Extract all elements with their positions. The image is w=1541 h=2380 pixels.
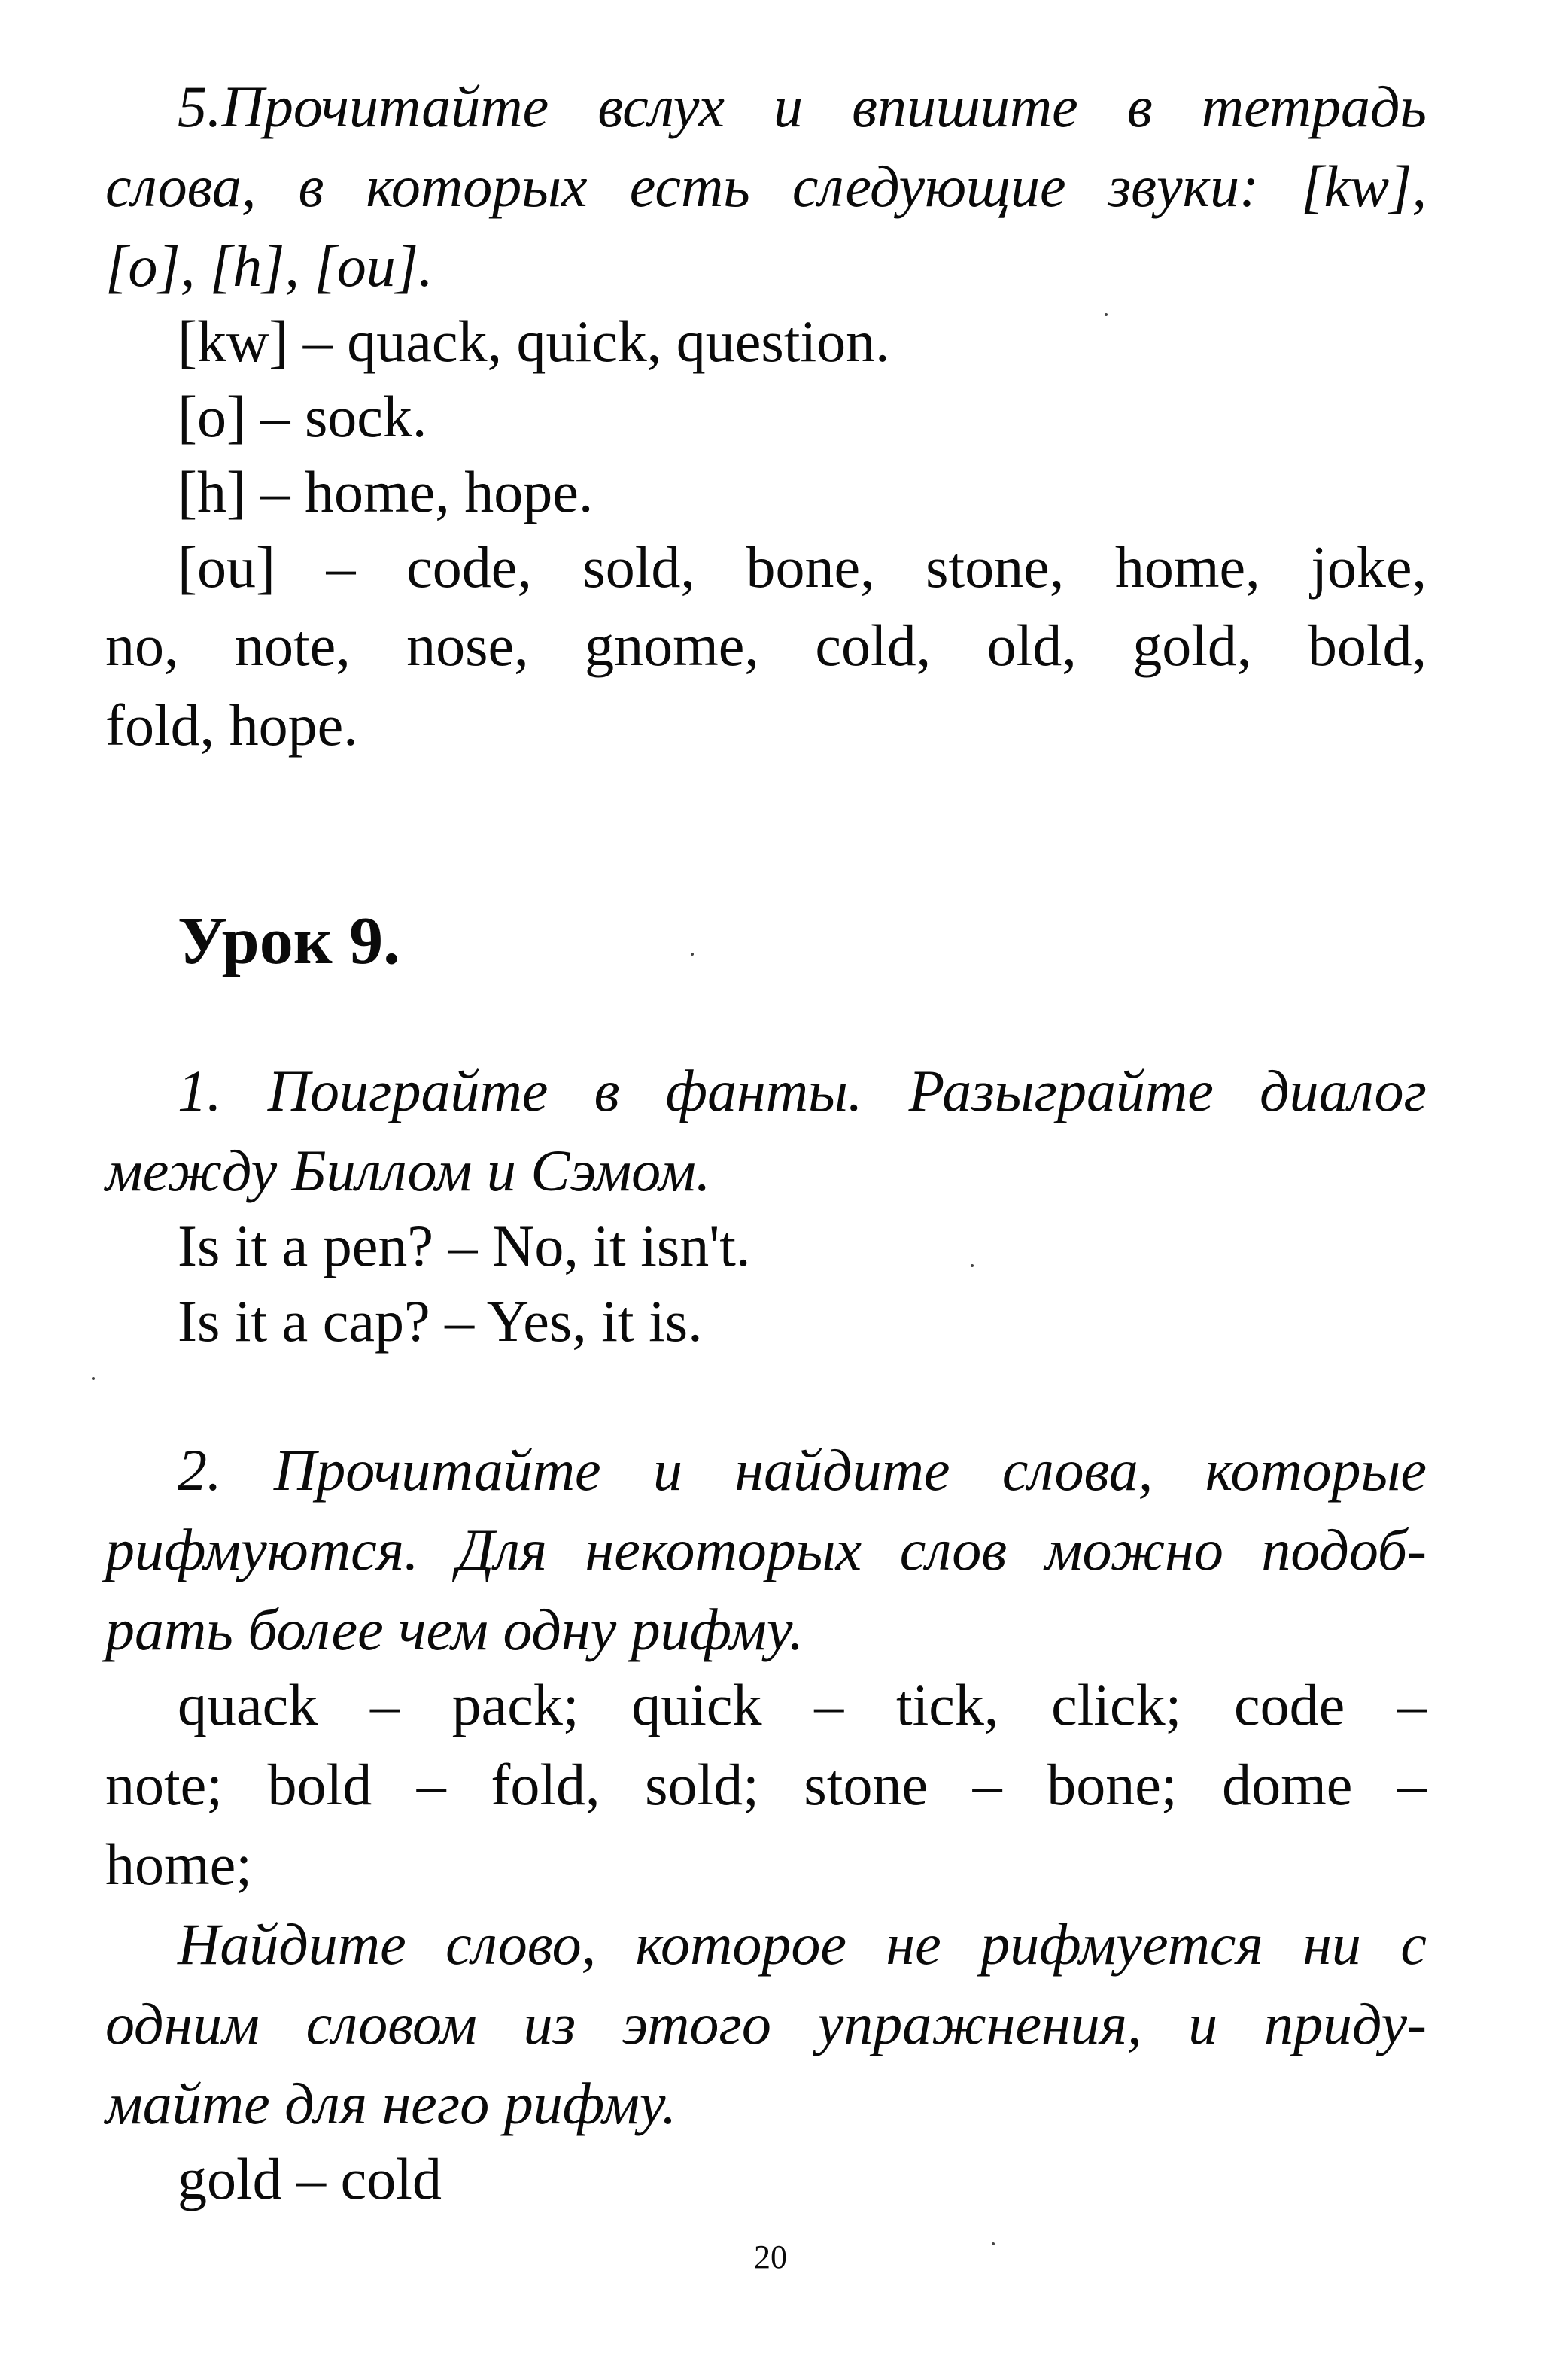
lesson-heading: Урок 9. xyxy=(178,904,400,978)
exercise-2-task-line-2: одним словом из этого упражнения, и приду- xyxy=(105,1991,1427,2056)
exercise-5-answer-ou-line-1: [ou] – code, sold, bone, stone, home, joke, xyxy=(178,534,1427,600)
exercise-5-answer-ou-line-2: no, note, nose, gnome, cold, old, gold, bold, xyxy=(105,612,1427,678)
scan-speck xyxy=(92,1377,95,1380)
exercise-2-answer-line-3: home; xyxy=(105,1831,252,1897)
exercise-2-answer-line-2: note; bold – fold, sold; stone – bone; dome – xyxy=(105,1752,1427,1817)
exercise-1-instruction-line-1: 1. Поиграйте в фанты. Разыграйте диалог xyxy=(178,1058,1427,1123)
exercise-2-instruction-line-3: рать более чем одну рифму. xyxy=(105,1597,804,1662)
exercise-2-task-line-3: майте для него рифму. xyxy=(105,2071,677,2136)
exercise-5-instruction-line-1: 5.Прочитайте вслух и впишите в тетрадь xyxy=(178,74,1427,139)
scan-speck xyxy=(691,953,694,956)
exercise-2-instruction-line-1: 2. Прочитайте и найдите слова, которые xyxy=(178,1437,1427,1503)
exercise-5-instruction-line-3: [o], [h], [ou]. xyxy=(105,233,433,299)
scan-speck xyxy=(971,1264,974,1267)
exercise-1-dialog-line-2: Is it a cap? – Yes, it is. xyxy=(178,1288,703,1354)
exercise-2-answer-line-1: quack – pack; quick – tick, click; code – xyxy=(178,1672,1427,1737)
exercise-5-answer-h: [h] – home, hope. xyxy=(178,459,594,524)
scan-speck xyxy=(992,2242,995,2245)
page-number: 20 xyxy=(754,2239,787,2275)
exercise-5-answer-o: [o] – sock. xyxy=(178,384,427,449)
exercise-5-instruction-line-2: слова, в которых есть следующие звуки: [kw], xyxy=(105,153,1427,219)
exercise-2-instruction-line-2: рифмуются. Для некоторых слов можно подоб- xyxy=(105,1517,1427,1582)
exercise-1-instruction-line-2: между Биллом и Сэмом. xyxy=(105,1138,711,1203)
exercise-5-answer-kw: [kw] – quack, quick, question. xyxy=(178,309,890,374)
exercise-2-rhyme-answer: gold – cold xyxy=(178,2146,442,2211)
exercise-1-dialog-line-1: Is it a pen? – No, it isn't. xyxy=(178,1213,751,1278)
exercise-5-answer-ou-line-3: fold, hope. xyxy=(105,692,358,758)
scan-speck xyxy=(1105,313,1108,316)
exercise-2-task-line-1: Найдите слово, которое не рифмуется ни с xyxy=(178,1911,1427,1977)
